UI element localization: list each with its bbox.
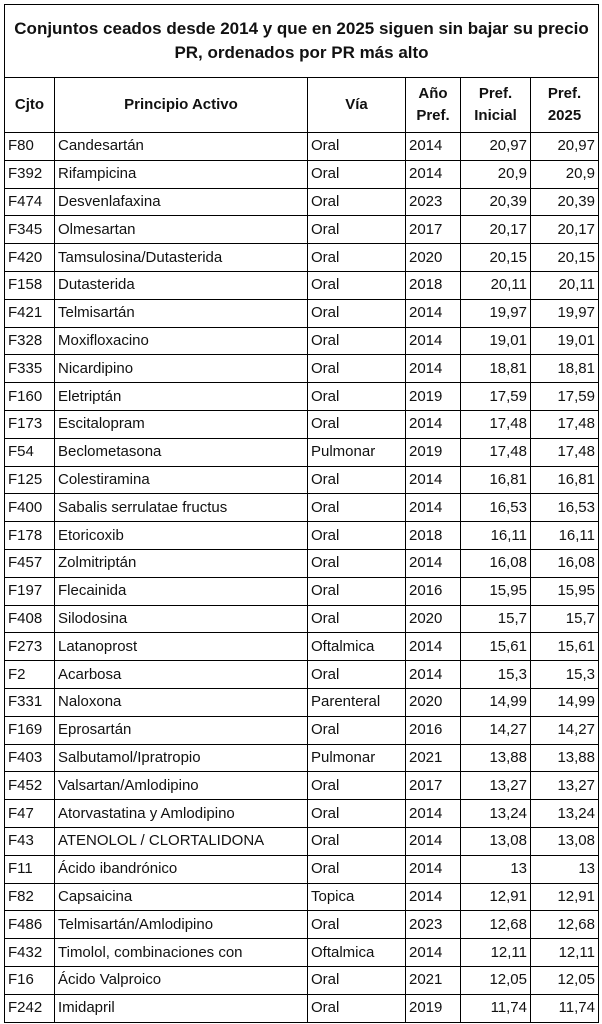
cell-principio-activo: Acarbosa	[55, 661, 308, 689]
cell-cjto: F11	[5, 855, 55, 883]
cell-principio-activo: Ácido Valproico	[55, 966, 308, 994]
cell-via: Topica	[308, 883, 406, 911]
cell-cjto: F169	[5, 716, 55, 744]
cell-pref-inicial: 14,27	[461, 716, 531, 744]
cell-pref-2025: 13,88	[531, 744, 599, 772]
cell-via: Oral	[308, 827, 406, 855]
cell-anio: 2017	[406, 216, 461, 244]
cell-principio-activo: Atorvastatina y Amlodipino	[55, 800, 308, 828]
cell-via: Oral	[308, 271, 406, 299]
cell-via: Pulmonar	[308, 744, 406, 772]
cell-cjto: F173	[5, 410, 55, 438]
cell-pref-inicial: 18,81	[461, 355, 531, 383]
cell-pref-2025: 18,81	[531, 355, 599, 383]
cell-via: Oral	[308, 466, 406, 494]
cell-pref-inicial: 16,08	[461, 549, 531, 577]
cell-via: Oral	[308, 133, 406, 161]
cell-anio: 2017	[406, 772, 461, 800]
cell-anio: 2014	[406, 827, 461, 855]
cell-principio-activo: Salbutamol/Ipratropio	[55, 744, 308, 772]
cell-principio-activo: Colestiramina	[55, 466, 308, 494]
cell-pref-2025: 16,53	[531, 494, 599, 522]
cell-anio: 2014	[406, 800, 461, 828]
cell-pref-2025: 12,91	[531, 883, 599, 911]
cell-via: Oral	[308, 327, 406, 355]
table-row	[5, 605, 599, 633]
cell-via: Oftalmica	[308, 939, 406, 967]
cell-via: Oral	[308, 244, 406, 272]
cell-anio: 2014	[406, 855, 461, 883]
cell-via: Oral	[308, 522, 406, 550]
cell-pref-2025: 20,97	[531, 133, 599, 161]
cell-cjto: F47	[5, 800, 55, 828]
cell-cjto: F242	[5, 994, 55, 1022]
cell-anio: 2021	[406, 744, 461, 772]
cell-cjto: F420	[5, 244, 55, 272]
cell-principio-activo: Moxifloxacino	[55, 327, 308, 355]
cell-pref-2025: 17,48	[531, 410, 599, 438]
cell-anio: 2016	[406, 716, 461, 744]
cell-via: Oral	[308, 383, 406, 411]
table-row	[5, 939, 599, 967]
cell-cjto: F421	[5, 299, 55, 327]
cell-principio-activo: Valsartan/Amlodipino	[55, 772, 308, 800]
table-row	[5, 911, 599, 939]
cell-cjto: F80	[5, 133, 55, 161]
table-row	[5, 772, 599, 800]
cell-pref-inicial: 15,95	[461, 577, 531, 605]
table-row	[5, 494, 599, 522]
cell-anio: 2014	[406, 160, 461, 188]
cell-pref-inicial: 19,01	[461, 327, 531, 355]
table-title: Conjuntos ceados desde 2014 y que en 2025 siguen sin bajar su precio PR, ordenados por PR más alto	[5, 5, 599, 78]
cell-cjto: F400	[5, 494, 55, 522]
table-row	[5, 327, 599, 355]
cell-via: Oral	[308, 855, 406, 883]
cell-pref-inicial: 17,48	[461, 410, 531, 438]
cell-cjto: F54	[5, 438, 55, 466]
cell-anio: 2020	[406, 688, 461, 716]
cell-pref-inicial: 12,91	[461, 883, 531, 911]
table-row	[5, 661, 599, 689]
cell-via: Oral	[308, 994, 406, 1022]
cell-principio-activo: Timolol, combinaciones con	[55, 939, 308, 967]
cell-cjto: F82	[5, 883, 55, 911]
cell-anio: 2019	[406, 438, 461, 466]
table-row	[5, 216, 599, 244]
cell-pref-inicial: 20,97	[461, 133, 531, 161]
cell-anio: 2020	[406, 244, 461, 272]
cell-principio-activo: ATENOLOL / CLORTALIDONA	[55, 827, 308, 855]
cell-anio: 2014	[406, 299, 461, 327]
cell-via: Oral	[308, 494, 406, 522]
table-row	[5, 438, 599, 466]
cell-via: Oral	[308, 299, 406, 327]
cell-cjto: F392	[5, 160, 55, 188]
cell-principio-activo: Olmesartan	[55, 216, 308, 244]
cell-cjto: F125	[5, 466, 55, 494]
cell-pref-2025: 20,39	[531, 188, 599, 216]
cell-anio: 2016	[406, 577, 461, 605]
cell-pref-inicial: 13	[461, 855, 531, 883]
cell-pref-2025: 17,48	[531, 438, 599, 466]
cell-anio: 2019	[406, 383, 461, 411]
cell-pref-2025: 17,59	[531, 383, 599, 411]
cell-principio-activo: Naloxona	[55, 688, 308, 716]
cell-pref-inicial: 13,27	[461, 772, 531, 800]
cell-anio: 2014	[406, 410, 461, 438]
cell-pref-inicial: 12,68	[461, 911, 531, 939]
cell-pref-2025: 13,24	[531, 800, 599, 828]
cell-principio-activo: Escitalopram	[55, 410, 308, 438]
table-row	[5, 994, 599, 1022]
cell-pref-inicial: 15,7	[461, 605, 531, 633]
cell-cjto: F408	[5, 605, 55, 633]
cell-cjto: F178	[5, 522, 55, 550]
cell-cjto: F345	[5, 216, 55, 244]
cell-via: Oral	[308, 772, 406, 800]
cell-principio-activo: Nicardipino	[55, 355, 308, 383]
cell-principio-activo: Zolmitriptán	[55, 549, 308, 577]
cell-principio-activo: Capsaicina	[55, 883, 308, 911]
cell-anio: 2014	[406, 466, 461, 494]
cell-principio-activo: Eletriptán	[55, 383, 308, 411]
cell-via: Oral	[308, 188, 406, 216]
cell-anio: 2014	[406, 327, 461, 355]
cell-anio: 2018	[406, 271, 461, 299]
table-row	[5, 355, 599, 383]
title-row	[5, 5, 599, 78]
cell-principio-activo: Dutasterida	[55, 271, 308, 299]
cell-principio-activo: Ácido ibandrónico	[55, 855, 308, 883]
cell-pref-inicial: 17,59	[461, 383, 531, 411]
cell-principio-activo: Etoricoxib	[55, 522, 308, 550]
header-pref-2025: Pref. 2025	[531, 78, 599, 133]
cell-pref-inicial: 15,61	[461, 633, 531, 661]
cell-pref-inicial: 16,53	[461, 494, 531, 522]
cell-via: Oral	[308, 800, 406, 828]
cell-principio-activo: Tamsulosina/Dutasterida	[55, 244, 308, 272]
cell-anio: 2014	[406, 939, 461, 967]
cell-anio: 2023	[406, 188, 461, 216]
cell-anio: 2014	[406, 494, 461, 522]
cell-cjto: F2	[5, 661, 55, 689]
cell-principio-activo: Telmisartán/Amlodipino	[55, 911, 308, 939]
cell-cjto: F273	[5, 633, 55, 661]
cell-anio: 2019	[406, 994, 461, 1022]
table-row	[5, 299, 599, 327]
header-cjto: Cjto	[5, 78, 55, 133]
cell-principio-activo: Latanoprost	[55, 633, 308, 661]
cell-cjto: F328	[5, 327, 55, 355]
cell-pref-inicial: 14,99	[461, 688, 531, 716]
cell-pref-inicial: 19,97	[461, 299, 531, 327]
table-body	[5, 133, 599, 1023]
cell-pref-inicial: 17,48	[461, 438, 531, 466]
cell-principio-activo: Candesartán	[55, 133, 308, 161]
cell-pref-2025: 15,95	[531, 577, 599, 605]
cell-anio: 2014	[406, 661, 461, 689]
table-row	[5, 716, 599, 744]
cell-pref-2025: 16,81	[531, 466, 599, 494]
cell-via: Oral	[308, 605, 406, 633]
cell-cjto: F16	[5, 966, 55, 994]
cell-anio: 2014	[406, 549, 461, 577]
cell-pref-2025: 16,08	[531, 549, 599, 577]
cell-pref-inicial: 12,05	[461, 966, 531, 994]
table-row	[5, 966, 599, 994]
cell-pref-2025: 20,17	[531, 216, 599, 244]
cell-anio: 2014	[406, 883, 461, 911]
header-principio-activo: Principio Activo	[55, 78, 308, 133]
cell-pref-inicial: 20,15	[461, 244, 531, 272]
table-row	[5, 827, 599, 855]
cell-pref-inicial: 20,9	[461, 160, 531, 188]
cell-via: Oral	[308, 549, 406, 577]
cell-via: Oral	[308, 661, 406, 689]
table-row	[5, 883, 599, 911]
cell-pref-2025: 12,05	[531, 966, 599, 994]
cell-cjto: F197	[5, 577, 55, 605]
cell-cjto: F457	[5, 549, 55, 577]
cell-pref-2025: 15,3	[531, 661, 599, 689]
cell-principio-activo: Sabalis serrulatae fructus	[55, 494, 308, 522]
cell-via: Oral	[308, 410, 406, 438]
cell-pref-inicial: 13,24	[461, 800, 531, 828]
table-row	[5, 549, 599, 577]
cell-pref-2025: 19,01	[531, 327, 599, 355]
table-row	[5, 855, 599, 883]
cell-principio-activo: Silodosina	[55, 605, 308, 633]
cell-pref-inicial: 13,08	[461, 827, 531, 855]
table-row	[5, 688, 599, 716]
cell-anio: 2021	[406, 966, 461, 994]
cell-via: Oral	[308, 577, 406, 605]
cell-pref-2025: 16,11	[531, 522, 599, 550]
cell-pref-2025: 19,97	[531, 299, 599, 327]
cell-principio-activo: Desvenlafaxina	[55, 188, 308, 216]
header-via: Vía	[308, 78, 406, 133]
cell-pref-inicial: 15,3	[461, 661, 531, 689]
cell-anio: 2020	[406, 605, 461, 633]
table-row	[5, 188, 599, 216]
cell-via: Oral	[308, 716, 406, 744]
cell-pref-inicial: 12,11	[461, 939, 531, 967]
cell-pref-inicial: 20,39	[461, 188, 531, 216]
cell-cjto: F43	[5, 827, 55, 855]
cell-pref-2025: 12,68	[531, 911, 599, 939]
cell-via: Parenteral	[308, 688, 406, 716]
cell-pref-2025: 14,27	[531, 716, 599, 744]
table-row	[5, 410, 599, 438]
cell-pref-2025: 13,27	[531, 772, 599, 800]
cell-pref-2025: 20,11	[531, 271, 599, 299]
header-anio-pref: Año Pref.	[406, 78, 461, 133]
cell-anio: 2014	[406, 133, 461, 161]
cell-pref-inicial: 20,17	[461, 216, 531, 244]
table-row	[5, 800, 599, 828]
cell-cjto: F452	[5, 772, 55, 800]
cell-cjto: F474	[5, 188, 55, 216]
cell-via: Oral	[308, 160, 406, 188]
header-row	[5, 78, 599, 133]
cell-principio-activo: Beclometasona	[55, 438, 308, 466]
table-row	[5, 133, 599, 161]
table-row	[5, 271, 599, 299]
cell-principio-activo: Imidapril	[55, 994, 308, 1022]
cell-via: Pulmonar	[308, 438, 406, 466]
cell-via: Oral	[308, 911, 406, 939]
cell-cjto: F160	[5, 383, 55, 411]
cell-cjto: F432	[5, 939, 55, 967]
cell-pref-2025: 11,74	[531, 994, 599, 1022]
cell-anio: 2023	[406, 911, 461, 939]
cell-pref-2025: 20,9	[531, 160, 599, 188]
cell-principio-activo: Eprosartán	[55, 716, 308, 744]
table-row	[5, 744, 599, 772]
cell-pref-2025: 15,7	[531, 605, 599, 633]
table-row	[5, 244, 599, 272]
table-row	[5, 160, 599, 188]
cell-pref-inicial: 16,11	[461, 522, 531, 550]
table-row	[5, 577, 599, 605]
table-row	[5, 383, 599, 411]
header-pref-inicial: Pref. Inicial	[461, 78, 531, 133]
cell-principio-activo: Rifampicina	[55, 160, 308, 188]
cell-via: Oral	[308, 966, 406, 994]
table-row	[5, 633, 599, 661]
cell-anio: 2014	[406, 355, 461, 383]
cell-pref-2025: 14,99	[531, 688, 599, 716]
cell-pref-2025: 12,11	[531, 939, 599, 967]
cell-pref-inicial: 16,81	[461, 466, 531, 494]
cell-anio: 2014	[406, 633, 461, 661]
cell-pref-2025: 20,15	[531, 244, 599, 272]
cell-principio-activo: Telmisartán	[55, 299, 308, 327]
cell-cjto: F486	[5, 911, 55, 939]
cell-pref-inicial: 11,74	[461, 994, 531, 1022]
cell-anio: 2018	[406, 522, 461, 550]
cell-cjto: F331	[5, 688, 55, 716]
cell-principio-activo: Flecainida	[55, 577, 308, 605]
cell-via: Oral	[308, 355, 406, 383]
cell-via: Oftalmica	[308, 633, 406, 661]
table-row	[5, 466, 599, 494]
cell-pref-inicial: 13,88	[461, 744, 531, 772]
prices-table	[4, 4, 599, 1023]
cell-via: Oral	[308, 216, 406, 244]
cell-pref-2025: 13	[531, 855, 599, 883]
cell-cjto: F158	[5, 271, 55, 299]
cell-pref-inicial: 20,11	[461, 271, 531, 299]
cell-cjto: F403	[5, 744, 55, 772]
cell-pref-2025: 13,08	[531, 827, 599, 855]
cell-cjto: F335	[5, 355, 55, 383]
cell-pref-2025: 15,61	[531, 633, 599, 661]
table-row	[5, 522, 599, 550]
